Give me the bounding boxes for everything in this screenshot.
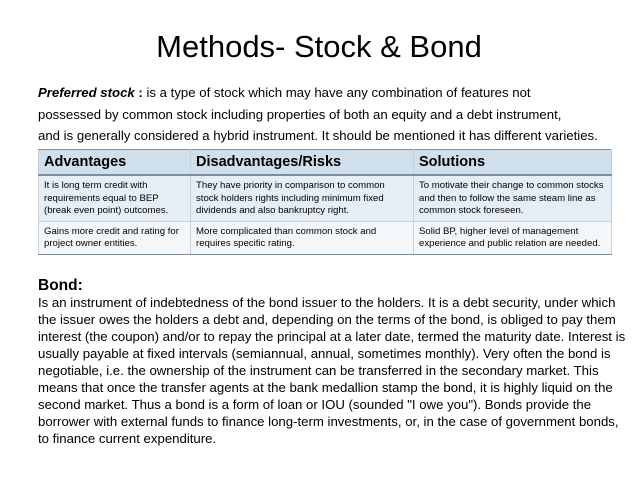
- header-advantages: Advantages: [39, 150, 191, 176]
- table-header-row: [39, 150, 612, 176]
- table-row: [39, 175, 612, 221]
- preferred-stock-colon: :: [134, 85, 143, 100]
- table-row: [39, 221, 612, 254]
- table-cell: Solid BP, higher level of management experience and public relation are needed.: [414, 221, 612, 254]
- preferred-text-line-1: is a type of stock which may have any combination of features not: [142, 85, 531, 100]
- table-cell: Gains more credit and rating for project owner entities.: [39, 221, 191, 254]
- table-cell: It is long term credit with requirements equal to BEP (break even point) outcomes.: [39, 175, 191, 221]
- preferred-stock-term: Preferred stock: [38, 85, 135, 100]
- bond-heading: Bond:: [38, 277, 83, 294]
- bond-paragraph: Is an instrument of indebtedness of the bond issuer to the holders. It is a debt security, under which the issuer owes the holders a debt and, depending on the terms of the bond, is obliged to pay them interest (the coupon) and/or to repay the principal at a later date, termed the maturity date. Interest is usually payable at fixed intervals (semiannual, annual, sometimes monthly). Very often the bond is negotiable, i.e. the ownership of the instrument can be transferred in the secondary market. This means that once the transfer agents at the bank medallion stamp the bond, it is highly liquid on the second market. Thus a bond is a form of loan or IOU (sounded "I owe you"). Bonds provide the borrower with external funds to finance long-term investments, or, in the case of government bonds, to finance current expenditure.: [38, 295, 626, 446]
- preferred-text-line-3: and is generally considered a hybrid instrument. It should be mentioned it has different varieties.: [38, 128, 598, 143]
- header-solutions: Solutions: [414, 150, 612, 176]
- table-cell: They have priority in comparison to common stock holders rights including minimum fixed dividends and also bankruptcy right.: [191, 175, 414, 221]
- table-cell: To motivate their change to common stocks and then to follow the same steam line as common stock foreseen.: [414, 175, 612, 221]
- preferred-text-line-2: possessed by common stock including properties of both an equity and a debt instrument,: [38, 106, 562, 122]
- preferred-line-1: [38, 82, 628, 104]
- page-title: Methods- Stock & Bond: [156, 29, 482, 64]
- header-disadvantages-risks: Disadvantages/Risks: [191, 150, 414, 176]
- preferred-stock-table: [38, 149, 612, 255]
- preferred-stock-paragraph: [38, 82, 628, 147]
- table-cell: More complicated than common stock and requires specific rating.: [191, 221, 414, 254]
